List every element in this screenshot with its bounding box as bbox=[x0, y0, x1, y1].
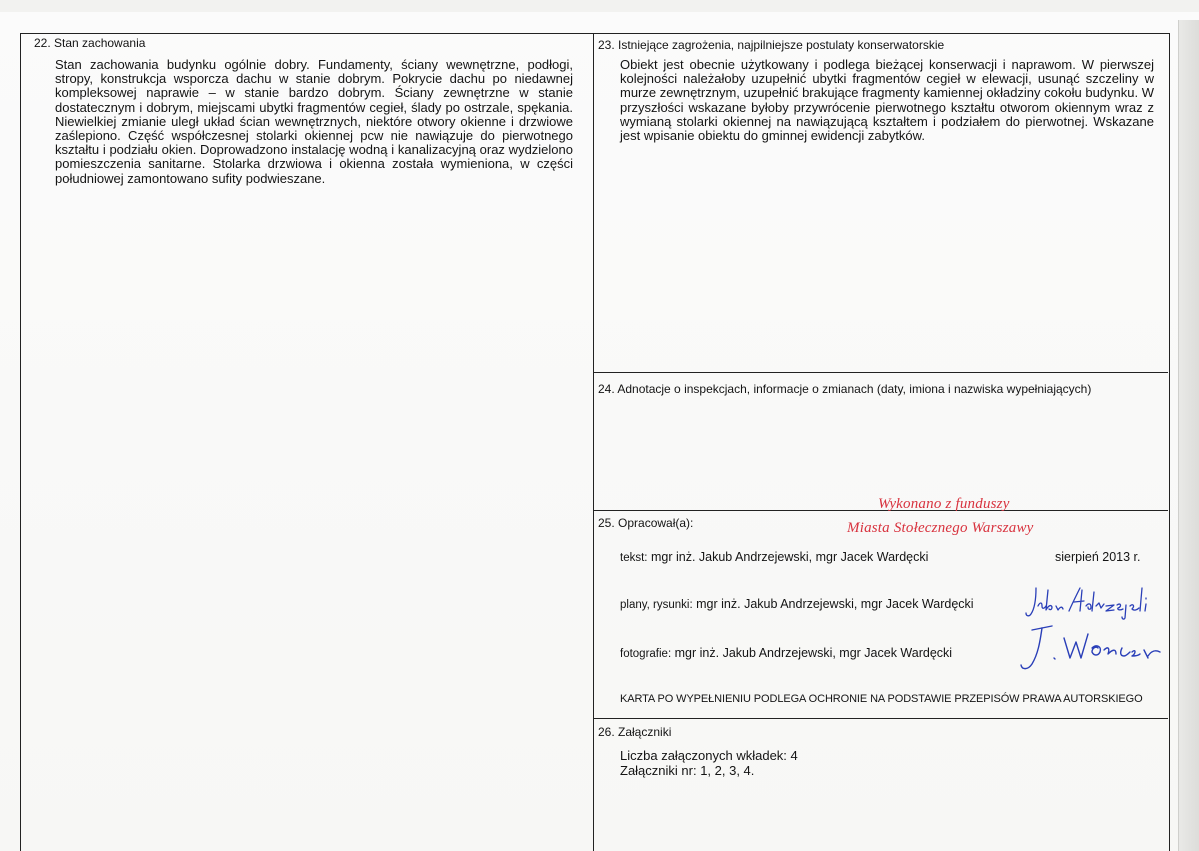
section-22-paragraph: Stan zachowania budynku ogólnie dobry. Fundamenty, ściany wewnętrzne, podłogi, stropy, konstrukcja wsporcza dachu w stanie dobrym. Pokrycie dachu po niedawnej kompleksowej naprawie – w stanie bardzo dobrym. Ściany zewnętrzne w stanie dostatecznym i dobrym, miejscami ubytki fragmentów cegieł, ślady po ostrzale, spękania. Niewielkiej zmianie uległ układ ścian wewnętrznych, niektóre otwory okienne i drzwiowe zaślepiono. Część współczesnej stolarki okiennej pcw nie nawiązuje do pierwotnego kształtu i podziału okien. Doprowadzono instalację wodną i kanalizacyjną oraz wydzielono pomieszczenia sanitarne. Stolarka drzwiowa i okienna została wymieniona, w części południowej zamontowano sufity podwieszane. bbox=[55, 57, 573, 186]
section-24-title: 24. Adnotacje o inspekcjach, informacje o zmianach (daty, imiona i nazwiska wypełniających) bbox=[598, 382, 1092, 396]
section-22-title: 22. Stan zachowania bbox=[34, 36, 146, 50]
attachments-numbers: Załączniki nr: 1, 2, 3, 4. bbox=[620, 763, 755, 778]
fotografie-row bbox=[620, 646, 952, 660]
section-25-title: 25. Opracował(a): bbox=[598, 516, 694, 530]
fotografie-value: mgr inż. Jakub Andrzejewski, mgr Jacek Wardęcki bbox=[674, 646, 953, 660]
fotografie-label: fotografie: bbox=[620, 648, 672, 660]
signature-andrzejewski bbox=[1022, 584, 1162, 620]
scan-top-edge bbox=[0, 0, 1199, 12]
divider-25-26 bbox=[593, 718, 1168, 719]
section-22-text bbox=[55, 58, 573, 186]
section-26-title: 26. Załączniki bbox=[598, 725, 672, 739]
funding-stamp-line2: Miasta Stołecznego Warszawy bbox=[847, 520, 1034, 536]
section-23-text bbox=[620, 58, 1154, 143]
date-value: sierpień 2013 r. bbox=[1055, 550, 1141, 564]
funding-stamp-line1: Wykonano z funduszy bbox=[878, 496, 1010, 512]
plany-label: plany, rysunki: bbox=[620, 599, 693, 611]
copyright-notice: KARTA PO WYPEŁNIENIU PODLEGA OCHRONIE NA PODSTAWIE PRZEPISÓW PRAWA AUTORSKIEGO bbox=[620, 693, 1143, 705]
section-23-title: 23. Istniejące zagrożenia, najpilniejsze postulaty konserwatorskie bbox=[598, 38, 945, 52]
signature-wardecki bbox=[1018, 620, 1164, 676]
scan-right-edge bbox=[1178, 20, 1199, 851]
column-divider bbox=[593, 33, 594, 851]
divider-23-24 bbox=[593, 372, 1168, 373]
tekst-row bbox=[620, 550, 928, 564]
tekst-value: mgr inż. Jakub Andrzejewski, mgr Jacek Wardęcki bbox=[650, 550, 929, 564]
section-23-paragraph: Obiekt jest obecnie użytkowany i podlega bieżącej konserwacji i naprawom. W pierwszej kolejności należałoby uzupełnić ubytki fragmentów cegieł w elewacji, usunąć szczeliny w murze zewnętrznym, uzupełnić brakujące fragmenty kamiennej okładziny cokołu budynku. W przyszłości wskazane byłoby przywrócenie pierwotnego kształtu otworom okiennym wraz z wymianą stolarki okiennej na nawiązującą kształtem i podziałem do pierwotnej. Wskazane jest wpisanie obiektu do gminnej ewidencji zabytków. bbox=[620, 57, 1154, 144]
attachments-count: Liczba załączonych wkładek: 4 bbox=[620, 748, 798, 763]
plany-value: mgr inż. Jakub Andrzejewski, mgr Jacek Wardęcki bbox=[696, 597, 974, 611]
tekst-label: tekst: bbox=[620, 552, 648, 564]
plany-row bbox=[620, 597, 974, 611]
